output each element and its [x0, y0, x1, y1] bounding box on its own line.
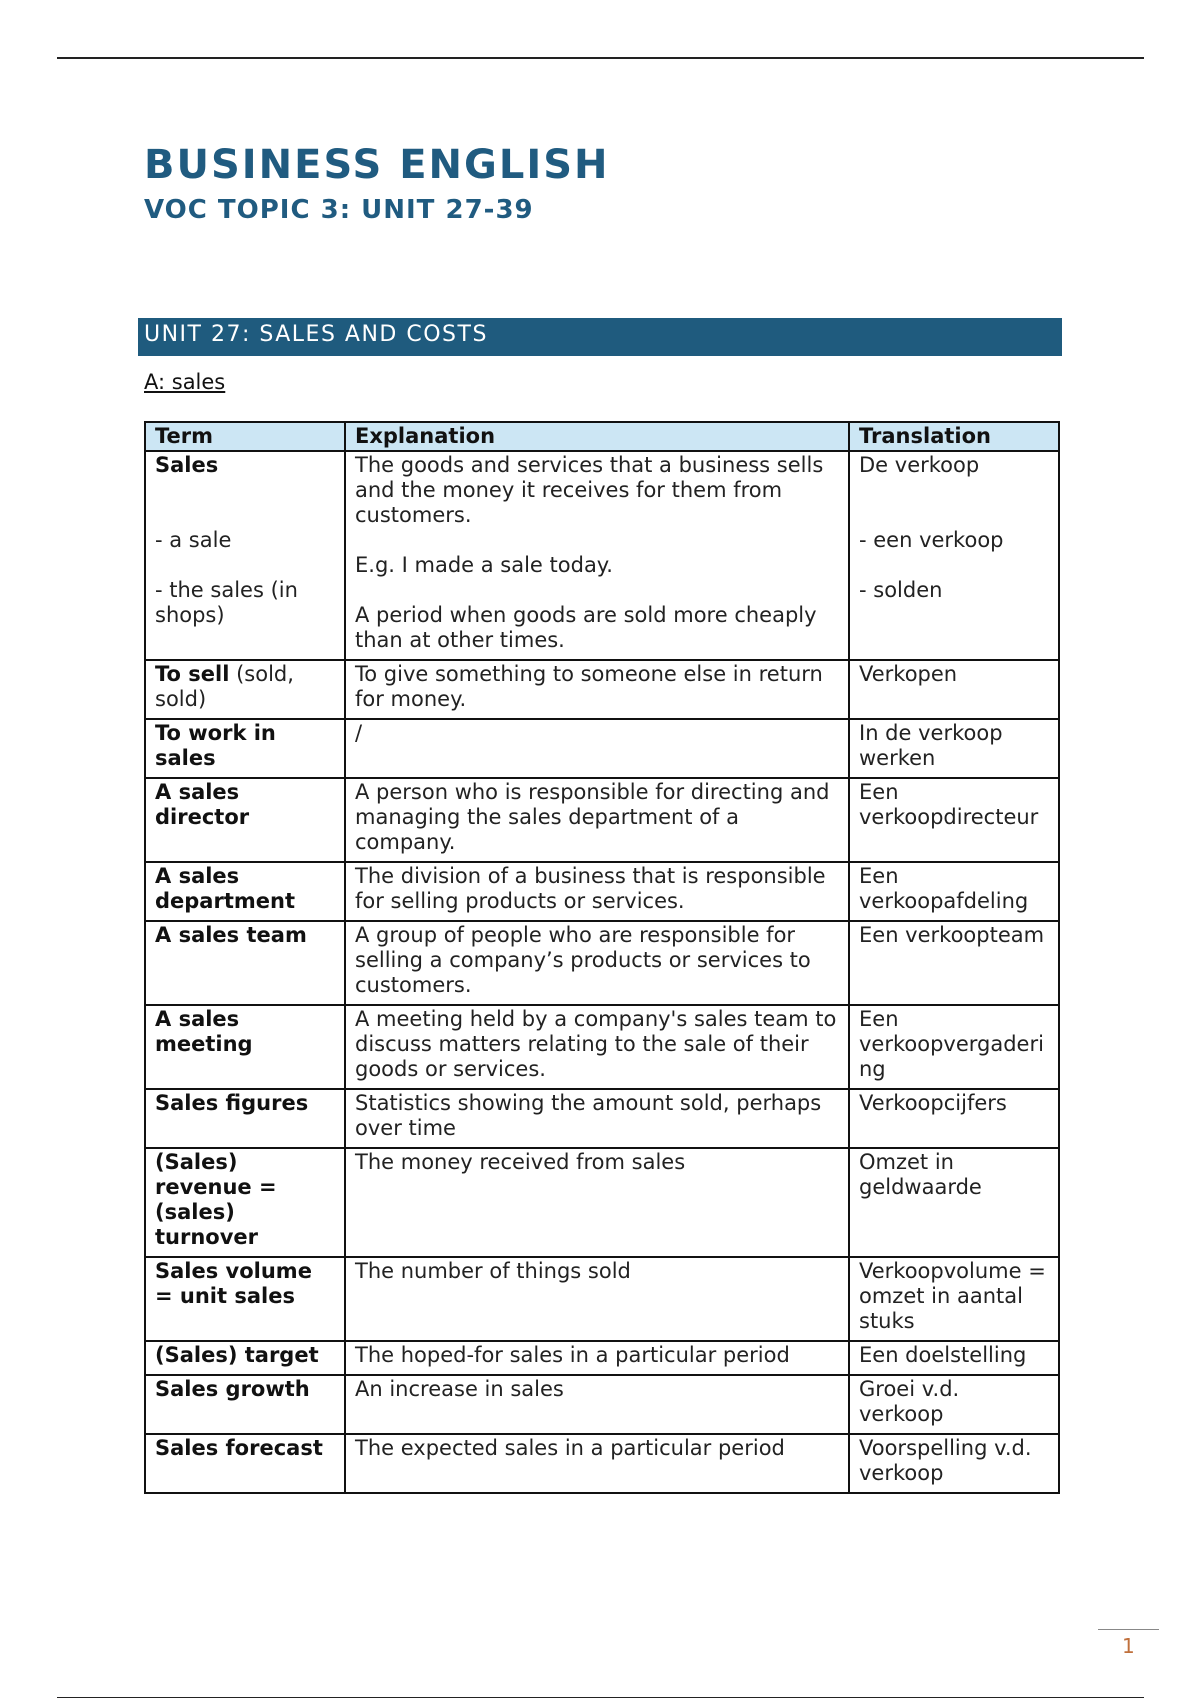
table-row — [145, 1375, 1059, 1434]
term-text: Sales growth — [155, 1377, 310, 1401]
table-row — [145, 1341, 1059, 1375]
document-title: BUSINESS ENGLISH — [144, 142, 610, 188]
term-text: To work in sales — [155, 721, 276, 770]
explanation-cell: The money received from sales — [345, 1148, 849, 1257]
term-text: A sales department — [155, 864, 295, 913]
translation-cell: Een doelstelling — [849, 1341, 1059, 1375]
term-cell — [145, 1089, 345, 1148]
term-text: (Sales) revenue = (sales) turnover — [155, 1150, 277, 1249]
table-header-row — [145, 422, 1059, 451]
table-row — [145, 1148, 1059, 1257]
explanation-cell: / — [345, 719, 849, 778]
footer-rule — [57, 1697, 1144, 1698]
explanation-cell: A meeting held by a company's sales team to discuss matters relating to the sale of their goods or services. — [345, 1005, 849, 1089]
term-cell — [145, 451, 345, 660]
table-row — [145, 719, 1059, 778]
explanation-cell: The number of things sold — [345, 1257, 849, 1341]
table-row — [145, 451, 1059, 660]
header-rule — [57, 57, 1144, 59]
table-row — [145, 1089, 1059, 1148]
explanation-cell: Statistics showing the amount sold, perhaps over time — [345, 1089, 849, 1148]
translation-cell: Verkopen — [849, 660, 1059, 719]
term-text: (Sales) target — [155, 1343, 319, 1367]
term-cell — [145, 778, 345, 862]
term-text: Sales forecast — [155, 1436, 323, 1460]
translation-cell: Een verkoopafdeling — [849, 862, 1059, 921]
translation-sub: - een verkoop — [859, 528, 1004, 552]
table-row — [145, 921, 1059, 1005]
header-translation: Translation — [849, 422, 1059, 451]
explanation-cell: An increase in sales — [345, 1375, 849, 1434]
translation-cell: Een verkoopteam — [849, 921, 1059, 1005]
explanation-sub: A period when goods are sold more cheaply than at other times. — [355, 603, 817, 652]
term-text: A sales meeting — [155, 1007, 253, 1056]
term-cell — [145, 1434, 345, 1493]
term-text: A sales team — [155, 923, 307, 947]
term-cell — [145, 660, 345, 719]
term-cell — [145, 1341, 345, 1375]
term-cell — [145, 1257, 345, 1341]
explanation-cell: A person who is responsible for directing and managing the sales department of a company. — [345, 778, 849, 862]
translation-cell: Voorspelling v.d. verkoop — [849, 1434, 1059, 1493]
explanation-cell: The hoped-for sales in a particular period — [345, 1341, 849, 1375]
explanation-cell — [345, 451, 849, 660]
table-row — [145, 778, 1059, 862]
term-cell — [145, 862, 345, 921]
table-row — [145, 1005, 1059, 1089]
term-cell — [145, 1375, 345, 1434]
term-text: To sell — [155, 662, 230, 686]
table-row — [145, 862, 1059, 921]
explanation-cell: A group of people who are responsible for selling a company’s products or services to customers. — [345, 921, 849, 1005]
term-cell — [145, 921, 345, 1005]
term-cell — [145, 719, 345, 778]
explanation-cell: To give something to someone else in return for money. — [345, 660, 849, 719]
explanation-text: The goods and services that a business sells and the money it receives for them from customers. — [355, 453, 824, 527]
table-row — [145, 1434, 1059, 1493]
document-subtitle: VOC TOPIC 3: UNIT 27-39 — [144, 195, 534, 225]
translation-cell: Groei v.d. verkoop — [849, 1375, 1059, 1434]
term-text: Sales — [155, 453, 219, 477]
table-row — [145, 660, 1059, 719]
translation-cell: Een verkoopvergadering — [849, 1005, 1059, 1089]
section-label: A: sales — [144, 370, 226, 394]
page-number-rule — [1098, 1629, 1159, 1630]
translation-sub: - solden — [859, 578, 943, 602]
term-text: A sales director — [155, 780, 250, 829]
term-sub: - the sales (in shops) — [155, 578, 298, 627]
vocabulary-table — [144, 421, 1060, 1494]
translation-cell: Verkoopvolume = omzet in aantal stuks — [849, 1257, 1059, 1341]
translation-text: De verkoop — [859, 453, 980, 477]
translation-cell — [849, 451, 1059, 660]
header-explanation: Explanation — [345, 422, 849, 451]
table-row — [145, 1257, 1059, 1341]
page-number: 1 — [1122, 1634, 1135, 1658]
term-text: Sales volume = unit sales — [155, 1259, 312, 1308]
explanation-sub: E.g. I made a sale today. — [355, 553, 613, 577]
term-extra: (sold, sold) — [155, 662, 294, 711]
term-text: Sales figures — [155, 1091, 309, 1115]
term-cell — [145, 1148, 345, 1257]
translation-cell: Verkoopcijfers — [849, 1089, 1059, 1148]
term-cell — [145, 1005, 345, 1089]
header-term: Term — [145, 422, 345, 451]
translation-cell: In de verkoop werken — [849, 719, 1059, 778]
term-sub: - a sale — [155, 528, 232, 552]
explanation-cell: The expected sales in a particular period — [345, 1434, 849, 1493]
translation-cell: Een verkoopdirecteur — [849, 778, 1059, 862]
unit-heading: UNIT 27: SALES AND COSTS — [138, 318, 1062, 356]
explanation-cell: The division of a business that is responsible for selling products or services. — [345, 862, 849, 921]
translation-cell: Omzet in geldwaarde — [849, 1148, 1059, 1257]
